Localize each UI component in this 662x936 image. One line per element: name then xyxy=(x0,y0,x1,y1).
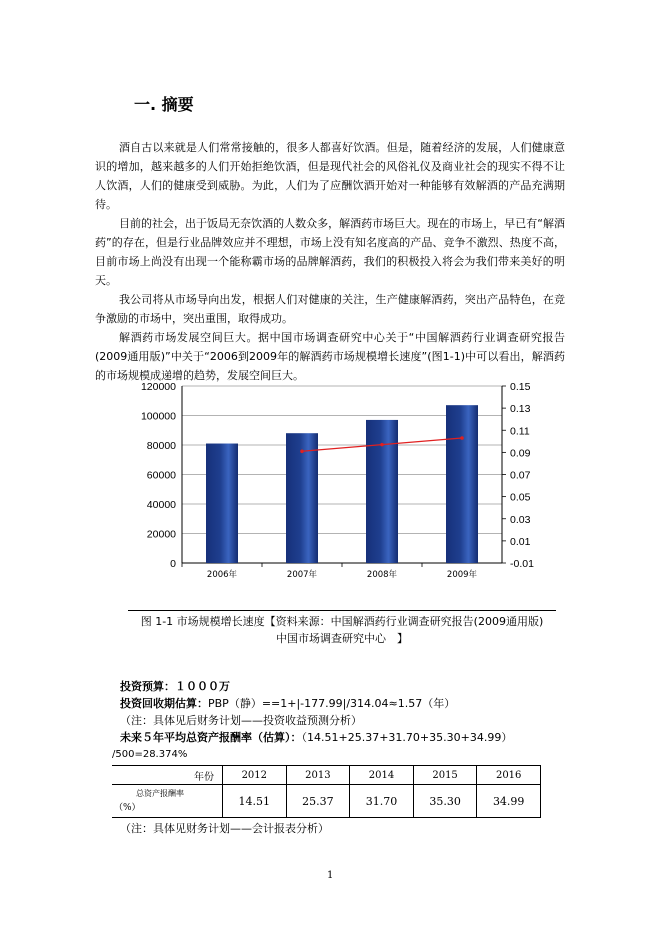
budget-value: １０００万 xyxy=(175,680,230,693)
market-growth-chart xyxy=(128,372,556,602)
year-cell: 2016 xyxy=(477,766,541,785)
caption-line-2: 中国市场调查研究中心 】 xyxy=(276,632,408,645)
bar xyxy=(206,444,238,563)
table-row xyxy=(112,785,541,818)
note-2: （注：具体见财务计划——会计报表分析） xyxy=(120,822,329,835)
year-cell: 2012 xyxy=(223,766,287,785)
rate-cell: 34.99 xyxy=(477,785,541,818)
y-tick-label: 0 xyxy=(170,558,176,570)
budget-label: 投资预算： xyxy=(120,680,175,693)
rate-cell: 14.51 xyxy=(223,785,287,818)
avg-return-value: （14.51+25.37+31.70+35.30+34.99） xyxy=(301,731,513,744)
avg-return-continued: /500=28.374% xyxy=(112,749,188,760)
growth-point xyxy=(460,436,464,440)
y-tick-label: 60000 xyxy=(146,469,176,482)
budget-line xyxy=(120,678,230,695)
paragraph-2: 目前的社会，出于饭局无奈饮酒的人数众多，解酒药市场巨大。现在的市场上，早已有“解酒药”的存在，但是行业品牌效应并不理想，市场上没有知名度高的产品、竞争不激烈、热度不高，目前市场上尚没有出现一个能称霸市场的品牌解酒药，我们的积极投入将会为我们带来美好的明天。 xyxy=(95,217,565,287)
y-tick-label: 100000 xyxy=(140,410,176,423)
y2-tick-label: 0.01 xyxy=(510,535,531,548)
year-cell: 2014 xyxy=(350,766,414,785)
avg-return-label: 未来５年平均总资产报酬率（估算）： xyxy=(120,731,302,744)
y2-tick-label: 0.05 xyxy=(510,491,531,504)
payback-label: 投资回收期估算： xyxy=(120,697,208,710)
rate-cell: 31.70 xyxy=(350,785,414,818)
growth-point xyxy=(300,449,304,453)
growth-point xyxy=(380,443,384,447)
rate-cell: 35.30 xyxy=(413,785,477,818)
rate-cell: 25.37 xyxy=(286,785,350,818)
summary-body xyxy=(95,138,565,385)
note-1: （注：具体见后财务计划——投资收益预测分析） xyxy=(120,714,362,727)
payback-value: PBP（静）==1+|-177.99|/314.04≈1.57（年） xyxy=(208,697,456,710)
bar xyxy=(366,420,398,563)
payback-line xyxy=(120,695,455,712)
y-tick-label: 40000 xyxy=(146,499,176,511)
y2-tick-label: 0.03 xyxy=(510,513,531,526)
y2-tick-label: 0.15 xyxy=(510,381,531,393)
x-tick-label: 2006年 xyxy=(206,570,238,580)
x-tick-label: 2008年 xyxy=(366,570,398,580)
x-tick-label: 2009年 xyxy=(446,570,478,580)
y2-tick-label: 0.09 xyxy=(510,447,531,460)
paragraph-3: 我公司将从市场导向出发，根据人们对健康的关注，生产健康解酒药，突出产品特色，在竞争激励的市场中，突出重围，取得成功。 xyxy=(95,293,565,325)
rate-header-line-2: （%） xyxy=(114,803,141,813)
bar xyxy=(446,405,478,563)
x-tick-label: 2007年 xyxy=(286,570,318,580)
paragraph-1: 酒自古以来就是人们常常接触的，很多人都喜好饮酒。但是，随着经济的发展，人们健康意识的增加，越来越多的人们开始拒绝饮酒，但是现代社会的风俗礼仪及商业社会的现实不得不让人饮酒，人们的健康受到威胁。为此，人们为了应酬饮酒开始对一种能够有效解酒的产品充满期待。 xyxy=(95,141,565,211)
y-tick-label: 80000 xyxy=(146,440,176,452)
y2-tick-label: 0.11 xyxy=(510,425,530,438)
y-tick-label: 120000 xyxy=(140,381,176,393)
y2-tick-label: 0.07 xyxy=(510,469,531,482)
year-header-cell: 年份 xyxy=(112,766,223,785)
avg-return-line xyxy=(120,729,512,746)
y-tick-label: 20000 xyxy=(146,528,176,541)
caption-line-1: 图 1-1 市场规模增长速度【资料来源：中国解酒药行业调查研究报告(2009通用版) xyxy=(140,615,544,628)
page-number: 1 xyxy=(327,870,334,881)
year-cell: 2013 xyxy=(286,766,350,785)
paragraph-4: 解酒药市场发展空间巨大。据中国市场调查研究中心关于“中国解酒药行业调查研究报告(2009通用版)”中关于“2006到2009年的解酒药市场规模增长速度”(图1-1)中可以看出，解酒药的市场规模成递增的趋势，发展空间巨大。 xyxy=(95,331,565,382)
page-title: 一. 摘要 xyxy=(134,95,194,114)
y2-tick-label: -0.01 xyxy=(510,558,534,570)
y2-tick-label: 0.13 xyxy=(510,403,531,416)
year-cell: 2015 xyxy=(413,766,477,785)
return-rate-table xyxy=(112,765,541,818)
figure-caption xyxy=(128,610,556,647)
table-header-row xyxy=(112,766,541,785)
rate-header-line-1: 总资产报酬率 xyxy=(136,789,184,798)
rate-header-cell xyxy=(112,785,223,818)
